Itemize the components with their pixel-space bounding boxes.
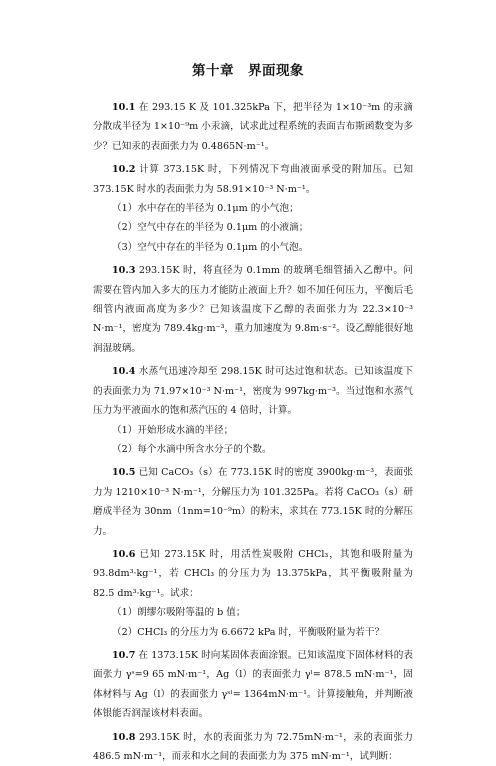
problem-text: 已知 273.15K 时，用活性炭吸附 CHCl₃，其饱和吸附量为 93.8dm³·kg⁻¹，若 CHCl₃ 的分压力为 13.375kPa，其平衡吸附量为 82.5 dm³·kg⁻¹。试求：	[93, 548, 413, 599]
sub-question: （2）空气中存在的半径为 0.1μm 的小液滴；	[112, 222, 309, 234]
problem-text: 在 293.15 K 及 101.325kPa 下，把半径为 1×10⁻³m 的汞滴分散成半径为 1×10⁻⁹m 小汞滴，试求此过程系统的表面吉布斯函数变为多少？已知汞的表面张力为 0.4865N·m⁻¹。	[93, 102, 413, 152]
sub-question: （3）空气中存在的半径为 0.1μm 的小气泡。	[112, 241, 309, 253]
problem-paragraph	[93, 545, 413, 603]
problem-text: 293.15K 时，水的表面张力为 72.75mN·m⁻¹，汞的表面张力 486.5 mN·m⁻¹，而汞和水之间的表面张力为 375 mN·m⁻¹，试判断：	[93, 731, 413, 762]
problem-paragraph	[93, 646, 413, 724]
sub-question: （1）朗缪尔吸附等温的 b 值；	[112, 607, 246, 619]
problem-paragraph	[93, 261, 413, 358]
problem-text: 在 1373.15K 时向某固体表面涂银。已知该温度下固体材料的表面张力 γˢ=9 65 mN·m⁻¹，Ag（l）的表面张力 γˡ= 878.5 mN·m⁻¹，固体材料与 Ag（l）的表面张力 γˢˡ= 1364mN·m⁻¹。计算接触角，并判断液体银能否润湿该材料表面。	[93, 649, 413, 720]
problem-list	[93, 98, 413, 766]
problem-number: 10.6	[112, 548, 136, 560]
problem-paragraph	[93, 362, 413, 420]
sub-question: （1）开始形成水滴的半径；	[112, 424, 234, 436]
problem-number: 10.1	[112, 102, 136, 113]
problem-paragraph	[93, 728, 413, 766]
problem-number: 10.4	[112, 366, 136, 378]
problem-number: 10.3	[112, 265, 136, 277]
problem-text: 计算 373.15K 时，下列情况下弯曲液面承受的附加压。已知 373.15K 时水的表面张力为 58.91×10⁻³ N·m⁻¹。	[93, 164, 413, 195]
sub-question: （1）水中存在的半径为 0.1μm 的小气泡；	[112, 203, 299, 215]
problem-paragraph	[93, 160, 413, 199]
problem-text: 已知 CaCO₃（s）在 773.15K 时的密度 3900kg·m⁻³，表面张力为 1210×10⁻³ N·m⁻¹，分解压力为 101.325Pa。若将 CaCO₃（s）研磨成半径为 30nm（1nm=10⁻⁹m）的粉末，求其在 773.15K 时的分解压力。	[93, 467, 413, 537]
problem-paragraph	[93, 463, 413, 541]
sub-question: （2）CHCl₃ 的分压力为 6.6672 kPa 时，平衡吸附量为若干？	[112, 626, 385, 638]
sub-question: （2）每个水滴中所含水分子的个数。	[112, 443, 272, 455]
problem-paragraph	[93, 98, 413, 156]
problem-number: 10.2	[112, 164, 136, 176]
chapter-title: 第十章 界面现象	[192, 63, 304, 79]
problem-text: 293.15K 时，将直径为 0.1mm 的玻璃毛细管插入乙醇中。问需要在管内加入多大的压力才能防止液面上升？如不加任何压力，平衡后毛细管内液面高度为多少？已知该温度下乙醇的表面张力为 22.3×10⁻³ N·m⁻¹，密度为 789.4kg·m⁻³，重力加速度为 9.8m·s⁻²。设乙醇能很好地润湿玻璃。	[93, 265, 413, 354]
problem-text: 水蒸气迅速冷却至 298.15K 时可达过饱和状态。已知该温度下的表面张力为 71.97×10⁻³ N·m⁻¹，密度为 997kg·m⁻³。当过饱和水蒸气压力为平液面水的饱和蒸汽压的 4 倍时，计算。	[93, 366, 413, 417]
problem-number: 10.7	[112, 649, 136, 661]
problem-number: 10.5	[112, 467, 136, 479]
problem-number: 10.8	[112, 731, 136, 743]
